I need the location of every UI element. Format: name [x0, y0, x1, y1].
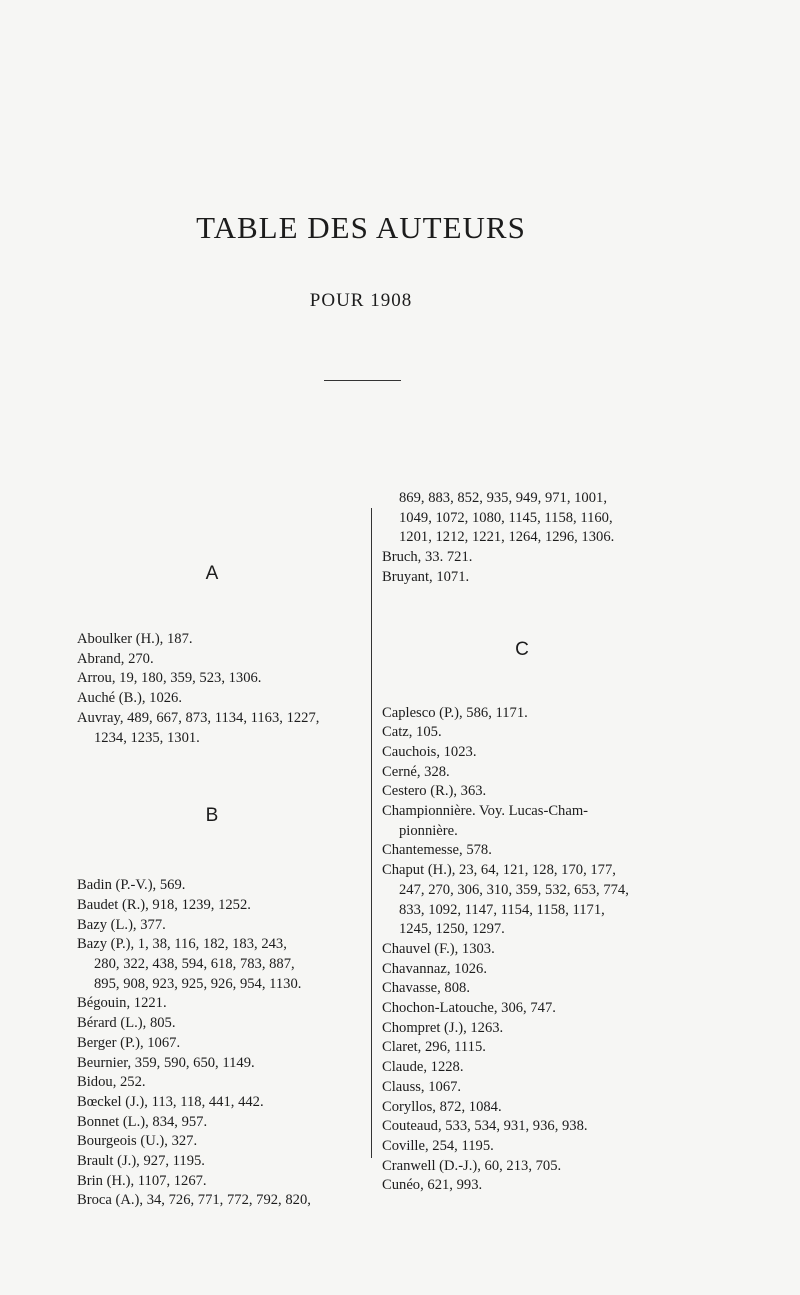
author-name: Chantemesse	[382, 842, 460, 859]
index-entry	[382, 568, 687, 588]
page-refs-continued: 247, 270, 306, 310, 359, 532, 653, 774,	[399, 881, 629, 898]
index-entry	[77, 1054, 362, 1074]
author-name: Claret	[382, 1039, 418, 1056]
author-name: Caplesco	[382, 704, 436, 721]
index-entry	[382, 960, 687, 980]
index-entry	[382, 861, 687, 881]
right-top-entries	[382, 548, 687, 587]
page-refs-continued: 895, 908, 923, 925, 926, 954, 1130.	[94, 975, 302, 992]
index-entry	[382, 802, 687, 822]
author-name: Bidou	[77, 1074, 113, 1091]
page-refs: (H.), 23, 64, 121, 128, 170, 177,	[424, 862, 616, 879]
page-refs: (L.), 834, 957.	[119, 1113, 208, 1130]
index-entry	[77, 1014, 362, 1034]
author-name: Chauvel	[382, 940, 431, 957]
author-name: Broca	[77, 1192, 112, 1209]
author-name: Cestero	[382, 783, 427, 800]
section-letter-c: C	[515, 638, 529, 660]
author-name: Bruch	[382, 549, 418, 566]
page-refs: , 270.	[120, 650, 154, 667]
page-refs: (U.), 327.	[136, 1133, 198, 1150]
author-name: Clauss	[382, 1078, 421, 1095]
index-entry	[77, 1093, 362, 1113]
page-refs: (R.), 918, 1239, 1252.	[118, 896, 251, 913]
author-name: Coryllos	[382, 1098, 433, 1115]
index-entry	[77, 1152, 362, 1172]
author-name: Cerné	[382, 763, 417, 780]
page-refs: , 306, 747.	[493, 1000, 556, 1017]
index-entry	[382, 1157, 687, 1177]
index-entry	[382, 1137, 687, 1157]
index-entry	[382, 782, 687, 802]
author-name: Cauchois	[382, 743, 437, 760]
page-refs-continued: 1234, 1235, 1301.	[94, 729, 200, 746]
author-name: Championnière	[382, 803, 472, 820]
author-name: Aboulker	[77, 631, 133, 647]
page-refs: , 1026.	[446, 960, 487, 977]
index-entry	[382, 1038, 687, 1058]
column-divider	[371, 508, 372, 1158]
page-refs: , 808.	[437, 980, 470, 997]
author-name: Bœckel	[77, 1093, 122, 1110]
author-name: Baudet	[77, 896, 119, 913]
page-refs-continued: pionnière.	[399, 822, 458, 839]
index-entry	[77, 1132, 362, 1152]
page-refs: , 1071.	[429, 568, 470, 585]
index-entry	[77, 1191, 362, 1211]
page-refs: (D.-J.), 60, 213, 705.	[435, 1157, 562, 1174]
continuation-line: 869, 883, 852, 935, 949, 971, 1001,	[399, 490, 607, 506]
author-name: Coville	[382, 1137, 425, 1154]
page-refs: , 254, 1195.	[424, 1137, 494, 1154]
index-entry	[382, 1058, 687, 1078]
page-refs: (J.), 113, 118, 441, 442.	[121, 1093, 264, 1110]
page-subtitle: POUR 1908	[309, 290, 413, 311]
page-refs: , 1023.	[436, 743, 477, 760]
page-refs: , 1228.	[423, 1059, 464, 1076]
author-name: Cranwell	[382, 1157, 436, 1174]
continuation-line: 1049, 1072, 1080, 1145, 1158, 1160,	[399, 509, 613, 526]
page-refs: (L.), 805.	[116, 1015, 176, 1032]
page-refs: , 328.	[416, 763, 450, 780]
page-refs: (P.), 586, 1171.	[435, 704, 528, 721]
index-entry	[77, 994, 362, 1014]
continuation-line: 1201, 1212, 1221, 1264, 1296, 1306.	[399, 529, 615, 546]
author-name: Bazy	[77, 936, 107, 953]
author-name: Chavasse	[382, 980, 438, 997]
page-refs: (B.), 1026.	[115, 690, 182, 707]
page-refs: . Voy. Lucas-Cham-	[471, 803, 589, 820]
index-entry	[382, 1098, 687, 1118]
page-refs: (J.), 927, 1195.	[113, 1153, 205, 1170]
section-b-entries	[77, 876, 362, 1211]
author-name: Abrand	[77, 650, 121, 667]
page-refs: (H.), 1107, 1267.	[102, 1172, 207, 1189]
page-refs: , 489, 667, 873, 1134, 1163, 1227,	[119, 709, 320, 726]
right-column	[382, 489, 687, 1196]
left-column	[77, 563, 362, 1211]
index-entry	[382, 548, 687, 568]
page-refs: , 1221.	[126, 995, 167, 1012]
author-name: Auvray	[77, 709, 120, 726]
author-name: Beurnier	[77, 1054, 128, 1071]
author-name: Chaput	[382, 862, 425, 879]
author-name: Auché	[77, 690, 116, 707]
section-letter-b: B	[205, 805, 219, 827]
page-refs: (P.), 1067.	[116, 1034, 181, 1051]
author-name: Badin	[77, 877, 112, 894]
index-entry	[77, 1172, 362, 1192]
index-entry	[77, 689, 362, 709]
index-entry	[77, 709, 362, 729]
author-name: Bégouin	[77, 995, 127, 1012]
index-entry	[77, 650, 362, 670]
section-letter-a: A	[205, 563, 219, 584]
section-a-entries	[77, 630, 362, 748]
page-title: TABLE DES AUTEURS	[196, 210, 526, 245]
index-entry	[77, 1034, 362, 1054]
page-refs: (P.-V.), 569.	[111, 877, 186, 894]
page-refs-continued: 1245, 1250, 1297.	[399, 921, 505, 938]
author-name: Bazy	[77, 916, 107, 933]
index-entry	[77, 669, 362, 689]
page-refs: , 578.	[459, 842, 492, 859]
index-entry	[77, 896, 362, 916]
page-refs-continued: 833, 1092, 1147, 1154, 1158, 1171,	[399, 901, 605, 918]
page-refs-continued: 280, 322, 438, 594, 618, 783, 887,	[94, 956, 295, 973]
author-name: Brault	[77, 1153, 114, 1170]
page-refs: , 533, 534, 931, 936, 938.	[437, 1118, 588, 1135]
section-c-entries	[382, 704, 687, 1197]
index-entry	[77, 916, 362, 936]
page-refs: (F.), 1303.	[430, 940, 495, 957]
index-entry	[382, 1019, 687, 1039]
page-refs: , 252.	[112, 1074, 146, 1091]
page-refs: (L.), 377.	[107, 916, 166, 933]
index-entry	[77, 935, 362, 955]
index-entry	[382, 999, 687, 1019]
page-refs: , 1067.	[420, 1078, 462, 1095]
index-entry	[382, 743, 687, 763]
author-name: Catz	[382, 724, 409, 741]
author-name: Berger	[77, 1034, 117, 1051]
page-refs: (H.), 187.	[132, 631, 193, 647]
author-name: Chompret	[382, 1019, 441, 1036]
author-name: Arrou	[77, 670, 112, 687]
author-name: Couteaud	[382, 1118, 438, 1135]
index-entry	[382, 763, 687, 783]
page-refs: (P.), 1, 38, 116, 182, 183, 243,	[107, 936, 287, 953]
index-entry	[77, 1073, 362, 1093]
author-name: Brin	[77, 1172, 103, 1189]
author-name: Cunéo	[382, 1177, 421, 1194]
author-name: Claude	[382, 1059, 424, 1076]
page-refs: (A.), 34, 726, 771, 772, 792, 820,	[111, 1192, 311, 1209]
page-refs: , 105.	[408, 724, 442, 741]
index-entry	[382, 940, 687, 960]
index-entry	[77, 1113, 362, 1133]
author-name: Bruyant	[382, 568, 430, 585]
author-name: Bonnet	[77, 1113, 120, 1130]
author-name: Chochon-Latouche	[382, 1000, 494, 1017]
index-entry	[382, 841, 687, 861]
continuation-lines	[382, 489, 687, 548]
title-rule	[324, 380, 401, 381]
author-name: Chavannaz	[382, 960, 447, 977]
page-refs: , 19, 180, 359, 523, 1306.	[111, 670, 262, 687]
index-entry	[77, 630, 362, 650]
page-refs: (R.), 363.	[426, 783, 487, 800]
index-entry	[382, 1176, 687, 1196]
page-refs: , 872, 1084.	[432, 1098, 502, 1115]
page-refs: (J.), 1263.	[440, 1019, 504, 1036]
index-entry	[382, 704, 687, 724]
page-refs: , 296, 1115.	[417, 1039, 486, 1056]
index-entry	[382, 1117, 687, 1137]
page-refs: , 359, 590, 650, 1149.	[127, 1054, 255, 1071]
index-entry	[382, 1078, 687, 1098]
index-entry	[382, 979, 687, 999]
author-name: Bourgeois	[77, 1133, 137, 1150]
index-entry	[382, 723, 687, 743]
index-entry	[77, 876, 362, 896]
author-name: Bérard	[77, 1015, 117, 1032]
page-refs: , 33. 721.	[417, 549, 473, 566]
page-refs: , 621, 993.	[420, 1177, 483, 1194]
